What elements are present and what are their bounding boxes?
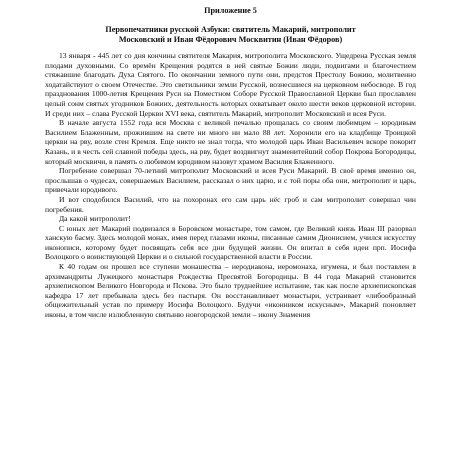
paragraph-exclamation: Да какой митрополит! — [59, 214, 131, 224]
paragraph-vasily-funeral: В начале августа 1552 года вся Москва с великой печалью прощалась со своим любимцем – юродивым Василием Блаженным, прожившим на свете ни много ни мало 88 лет. Хоронили его на кладбище Троицкой церкви на рву, возле стен Кремля. Еще никто не знал тогда, что молодой царь Иван Васильевич вскоре покорит Казань, и в честь сей славной победы здесь, на рву, будет воздвигнут знаменитейший собор Покрова Богородицы, который москвичи, в память о любимом юродивом назовут храмом Василия Блаженного. — [45, 118, 416, 166]
paragraph-anniversary: 13 января - 445 лет со дня кончины святителя Макария, митрополита Московского. Ущедрена Русская земля плодами духовными. Со времён Крещения родятся в ней святые Божии люди, подвигами и благочестием стяжавшие благодать Духа Святого. По окончании земного пути они, предстоя Престолу Божию, молитвенно ходатайствуют о своем Отечестве. Это светильники земли Русской, вознесшиеся на церковном небосводе. В год празднования 1000-летия Крещения Руси на Поместном Соборе Русской Православной Церкви был прославлен целый сонм святых угодников Божиих, деятельность которых охватывает около шести веков церковной истории. И среди них – слава Русской Церкви XVI века, святитель Макарий, митрополит Московский и всея Руси. — [45, 51, 416, 118]
appendix-label: Приложение 5 — [204, 6, 257, 15]
paragraph-honor: И вот сподобился Василий, что на похоронах его сам царь нёс гроб и сам митрополит совершал чин погребения. — [45, 194, 416, 214]
paragraph-youth: С юных лет Макарий подвизался в Боровском монастыре, том самом, где Великий князь Иван III разорвал ханскую басму. Здесь молодой монах, имея перед глазами иконы, писанные самим Дионисием, учился искусству иконописи, которому будет посвящать себя все дни будущей жизни. Он впитал в себя идеи прп. Иосифа Волоцкого о воинствующей Церкви и о сильной государственной власти в России. — [45, 223, 416, 262]
paragraph-burial: Погребение совершал 70-летний митрополит Московский и всея Руси Макарий. В своё время именно он, прослышав о чудесах, совершаемых Василием, рассказал о них царю, и с той поры оба они, митрополит и царь, привечали юродивого. — [45, 166, 416, 195]
title-line: Первопечатники русской Азбуки: святитель Макарий, митрополит — [105, 25, 356, 34]
document-title — [45, 25, 416, 45]
title-line: Московский и Иван Фёдорович Москвитин (Иван Фёдоров) — [118, 35, 343, 44]
paragraph-career: К 40 годам он прошел все ступени монашества – иеродиакона, иеромонаха, игумена, и был поставлен в архимандриты Лужецкого монастыря Рождества Пресвятой Богородицы. В 44 года Макарий становится архиепископом Великого Новгорода и Пскова. Это было труднейшее испытание, так как после архиепископская кафедра 17 лет пребывала здесь без пастыря. Он восстанавливает монастыри, устраивает «либообразный общежительный устав по примеру Иосифа Волоцкого. Будучи «иконником искусным», Макарий поновляет иконы, в том числе излюбленную святыню новгородской земли – икону Знамения — [45, 262, 416, 320]
